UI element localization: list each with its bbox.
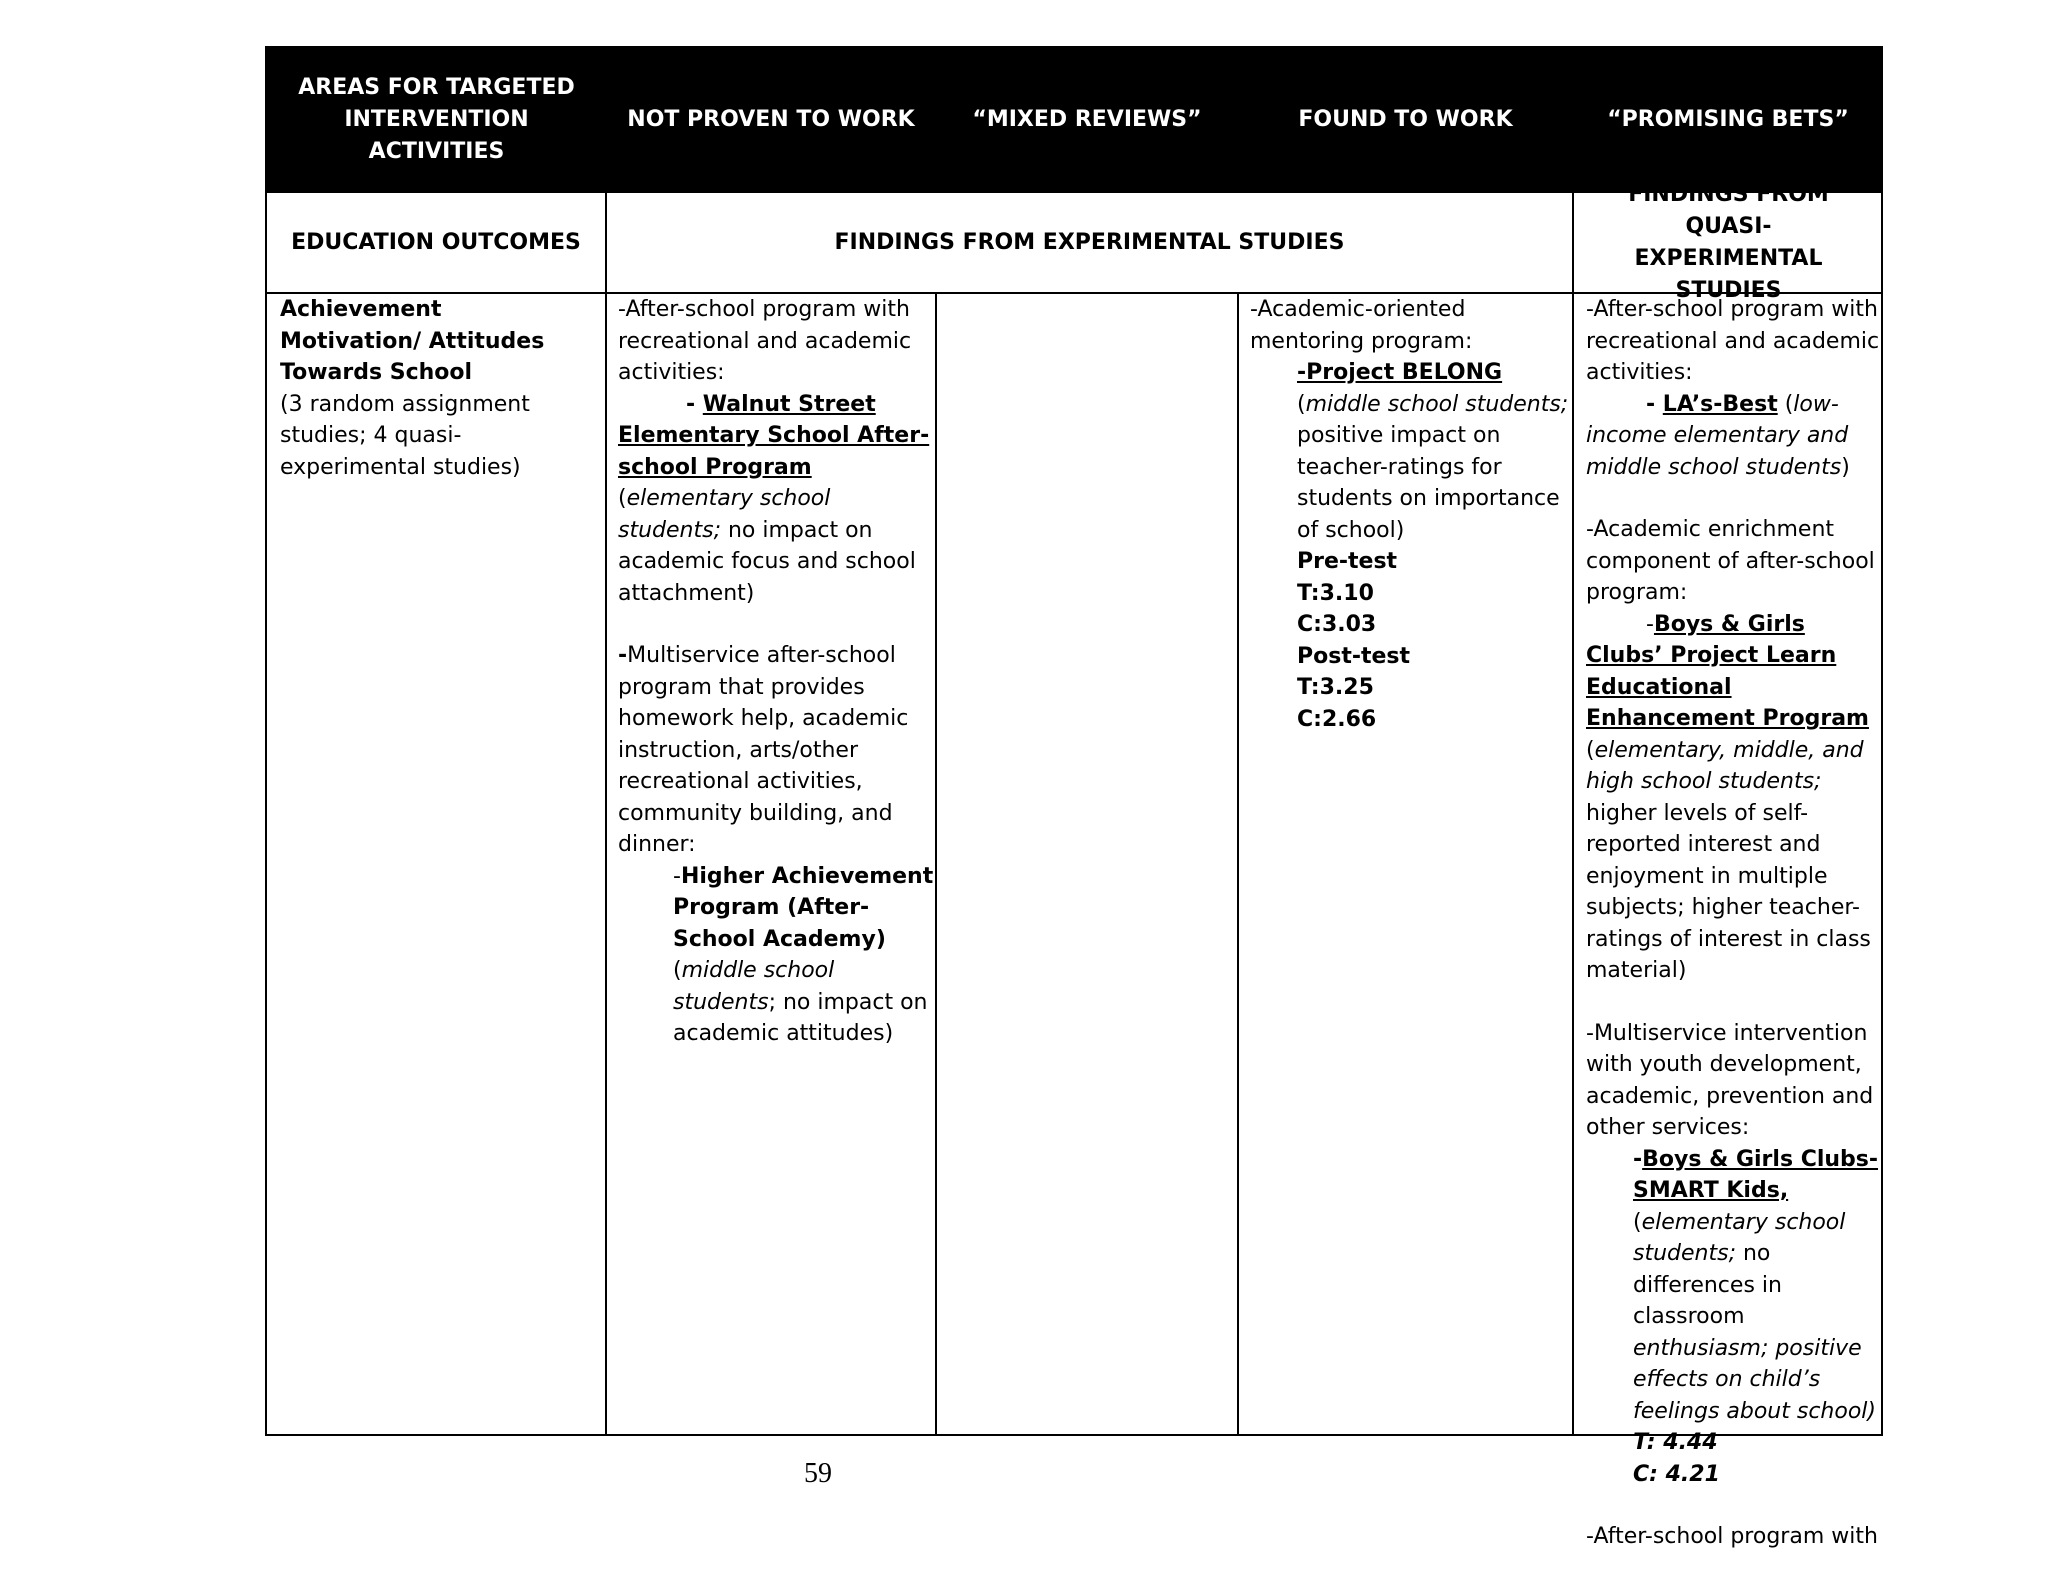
program-name: Higher Achievement Program (After-School Academy) (673, 863, 934, 952)
header-found-to-work: FOUND TO WORK (1298, 106, 1513, 132)
area-cell (280, 294, 590, 483)
pretest-label: Pre-test (1297, 549, 1398, 574)
smart-kids-treatment-score: T: 4.44 (1633, 1430, 1718, 1455)
promising-intro-1: -After-school program with recreational and academic activities: (1586, 297, 1880, 385)
column-divider (605, 191, 607, 1434)
subheader-quasi-experimental: FINDINGS FROM QUASI-EXPERIMENTAL STUDIES (1628, 181, 1829, 303)
project-belong-entry: -Project BELONG (middle school students; positive impact on teacher-ratings for students on importance of school) Pre-test T:3.10 C:3.03 Post-test T:3.25 C:2.66 (1250, 357, 1572, 735)
walnut-street-entry: - Walnut Street Elementary School After-school Program (elementary school students; no impact on academic focus and school attachment) (618, 391, 930, 606)
higher-achievement-entry: -Higher Achievement Program (After-School Academy) (middle school students; no impact on academic attitudes) (673, 863, 934, 1046)
program-name: LA’s-Best (1662, 391, 1778, 417)
promising-intro-4: -After-school program with (1586, 1524, 1878, 1549)
promising-intro-3: -Multiservice intervention with youth development, academic, prevention and other services: (1586, 1020, 1874, 1140)
promising-intro-2: -Academic enrichment component of after-school program: (1586, 517, 1875, 605)
subheader-education-outcomes: EDUCATION OUTCOMES (291, 229, 581, 255)
pretest-treatment-score: T:3.10 (1297, 580, 1374, 606)
posttest-label: Post-test (1297, 643, 1411, 669)
found-to-work-cell (1250, 294, 1572, 735)
found-intro: -Academic-oriented mentoring program: (1250, 297, 1473, 354)
header-promising-bets: “PROMISING BETS” (1607, 106, 1849, 132)
program-name: -Project BELONG (1297, 360, 1503, 385)
program-name: Boys & Girls Clubs-SMART Kids, (1633, 1146, 1879, 1203)
header-not-proven: NOT PROVEN TO WORK (627, 106, 915, 132)
header-mixed-reviews: “MIXED REVIEWS” (972, 106, 1202, 132)
area-note: (3 random assignment studies; 4 quasi-experimental studies) (280, 391, 530, 480)
not-proven-intro-1: -After-school program with recreational and academic activities: (618, 297, 912, 385)
page-number: 59 (804, 1458, 832, 1489)
pretest-control-score: C:3.03 (1297, 612, 1377, 637)
las-best-entry: - LA’s-Best (low-income elementary and middle school students) (1586, 391, 1850, 480)
not-proven-cell (618, 294, 934, 1050)
column-divider (1237, 292, 1239, 1434)
subheader-experimental: FINDINGS FROM EXPERIMENTAL STUDIES (834, 229, 1345, 255)
project-learn-entry: -Boys & Girls Clubs’ Project Learn Educational Enhancement Program (elementary, middle, and high school students; higher levels of self-reported interest and enjoyment in multiple subjects; higher teacher-ratings of interest in class material) (1586, 611, 1871, 983)
column-divider (935, 292, 937, 1434)
program-name: Walnut Street Elementary School After-school Program (618, 391, 930, 480)
smart-kids-control-score: C: 4.21 (1633, 1461, 1720, 1487)
smart-kids-entry: -Boys & Girls Clubs-SMART Kids, (elementary school students; no differences in classroom enthusiasm; positive effects on child’s feelings about school) T: 4.44 C: 4.21 (1586, 1144, 1884, 1491)
not-proven-intro-2: -Multiservice after-school program that provides homework help, academic instruction, arts/other recreational activities, community building, and dinner: (618, 643, 909, 857)
column-divider (1572, 191, 1574, 1434)
program-name: Boys & Girls Clubs’ Project Learn Educational Enhancement Program (1586, 611, 1869, 731)
posttest-control-score: C:2.66 (1297, 706, 1377, 732)
promising-bets-cell (1586, 294, 1884, 1553)
area-title: Achievement Motivation/ Attitudes Towards School (280, 297, 545, 385)
header-areas: AREAS FOR TARGETED INTERVENTION ACTIVITIES (298, 74, 575, 164)
posttest-treatment-score: T:3.25 (1297, 675, 1374, 700)
